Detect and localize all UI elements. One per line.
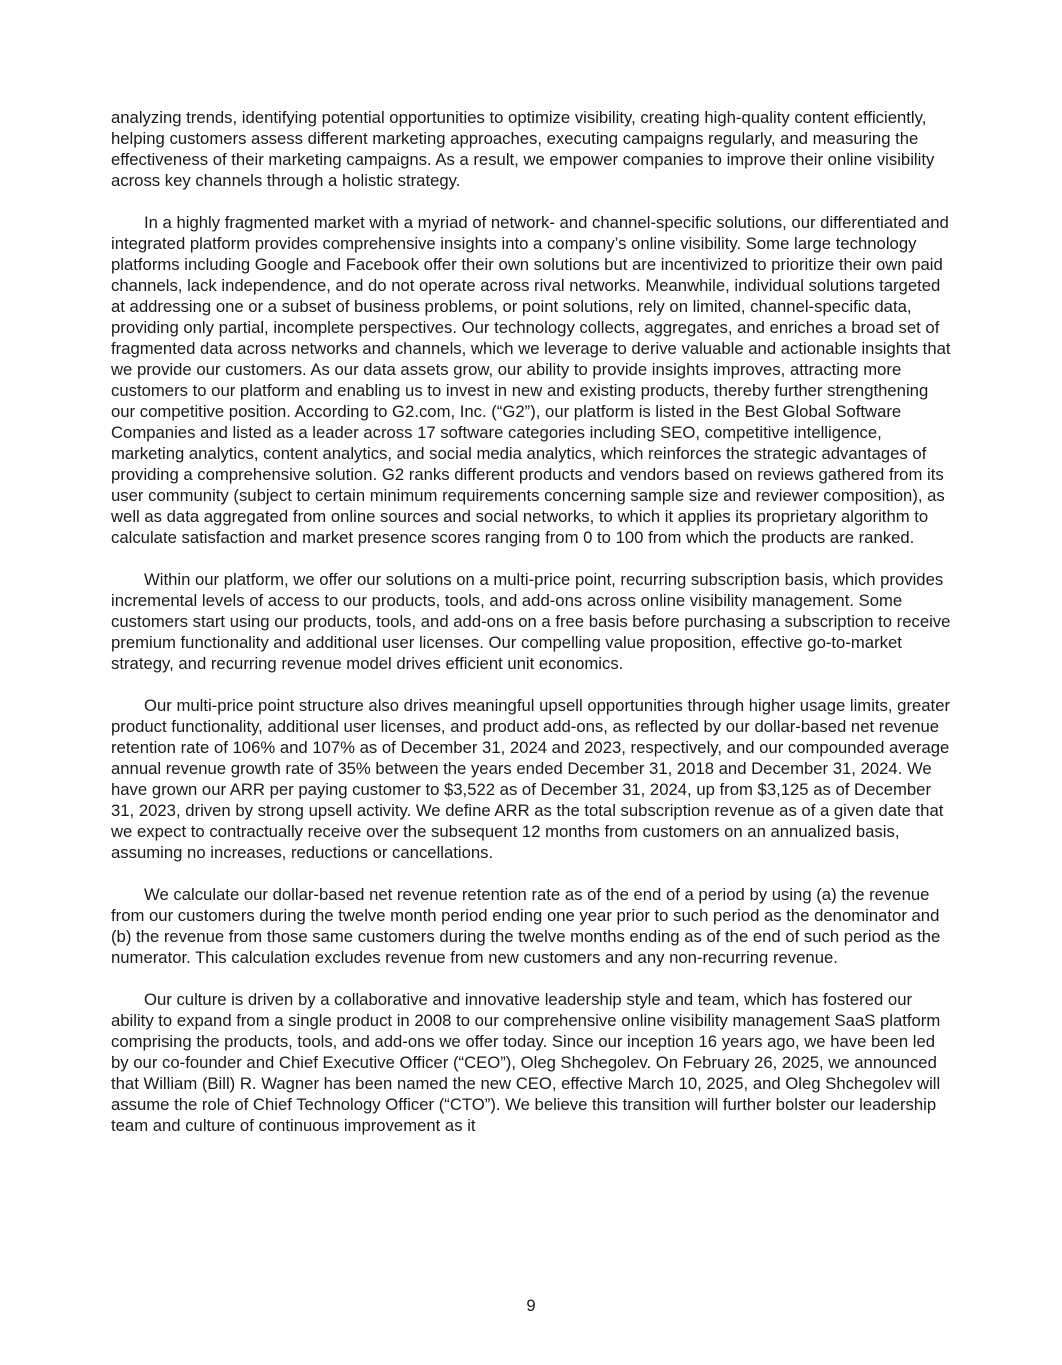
- paragraph-continuation: analyzing trends, identifying potential opportunities to optimize visibility, creating high-quality content efficiently, helping customers assess different marketing approaches, executing campaigns regularly, and measuring the effectiveness of their marketing campaigns. As a result, we empower companies to improve their online visibility across key channels through a holistic strategy.: [111, 108, 935, 190]
- paragraph-upsell-metrics: Our multi-price point structure also drives meaningful upsell opportunities through higher usage limits, greater product functionality, additional user licenses, and product add-ons, as reflected by our dollar-based net revenue retention rate of 106% and 107% as of December 31, 2024 and 2023, respectively, and our compounded average annual revenue growth rate of 35% between the years ended December 31, 2018 and December 31, 2024. We have grown our ARR per paying customer to $3,522 as of December 31, 2024, up from $3,125 as of December 31, 2023, driven by strong upsell activity. We define ARR as the total subscription revenue as of a given date that we expect to contractually receive over the subsequent 12 months from customers on an annualized basis, assuming no increases, reductions or cancellations.: [111, 696, 951, 862]
- paragraph-retention-calculation: We calculate our dollar-based net revenue retention rate as of the end of a period by using (a) the revenue from our customers during the twelve month period ending one year prior to such period as the denominator and (b) the revenue from those same customers during the twelve months ending as of the end of such period as the numerator. This calculation excludes revenue from new customers and any non-recurring revenue.: [111, 885, 941, 967]
- paragraph-subscription-model: Within our platform, we offer our solutions on a multi-price point, recurring subscription basis, which provides incremental levels of access to our products, tools, and add-ons across online visibility management. Some customers start using our products, tools, and add-ons on a free basis before purchasing a subscription to receive premium functionality and additional user licenses. Our compelling value proposition, effective go-to-market strategy, and recurring revenue model drives efficient unit economics.: [111, 570, 951, 673]
- paragraph-market-position: In a highly fragmented market with a myriad of network- and channel-specific solutions, our differentiated and integrated platform provides comprehensive insights into a company’s online visibility. Some large technology platforms including Google and Facebook offer their own solutions but are incentivized to prioritize their own paid channels, lack independence, and do not operate across rival networks. Meanwhile, individual solutions targeted at addressing one or a subset of business problems, or point solutions, rely on limited, channel-specific data, providing only partial, incomplete perspectives. Our technology collects, aggregates, and enriches a broad set of fragmented data across networks and channels, which we leverage to derive valuable and actionable insights that we provide our customers. As our data assets grow, our ability to provide insights improves, attracting more customers to our platform and enabling us to invest in new and existing products, thereby further strengthening our competitive position. According to G2.com, Inc. (“G2”), our platform is listed in the Best Global Software Companies and listed as a leader across 17 software categories including SEO, competitive intelligence, marketing analytics, content analytics, and social media analytics, which reinforces the strategic advantages of providing a comprehensive solution. G2 ranks different products and vendors based on reviews gathered from its user community (subject to certain minimum requirements concerning sample size and reviewer composition), as well as data aggregated from online sources and social networks, to which it applies its proprietary algorithm to calculate satisfaction and market presence scores ranging from 0 to 100 from which the products are ranked.: [111, 213, 951, 547]
- paragraph-culture-leadership: Our culture is driven by a collaborative and innovative leadership style and team, which has fostered our ability to expand from a single product in 2008 to our comprehensive online visibility management SaaS platform comprising the products, tools, and add-ons we offer today. Since our inception 16 years ago, we have been led by our co-founder and Chief Executive Officer (“CEO”), Oleg Shchegolev. On February 26, 2025, we announced that William (Bill) R. Wagner has been named the new CEO, effective March 10, 2025, and Oleg Shchegolev will assume the role of Chief Technology Officer (“CTO”). We believe this transition will further bolster our leadership team and culture of continuous improvement as it: [111, 990, 941, 1135]
- body-text: [111, 107, 953, 1157]
- page-number: 9: [526, 1296, 536, 1315]
